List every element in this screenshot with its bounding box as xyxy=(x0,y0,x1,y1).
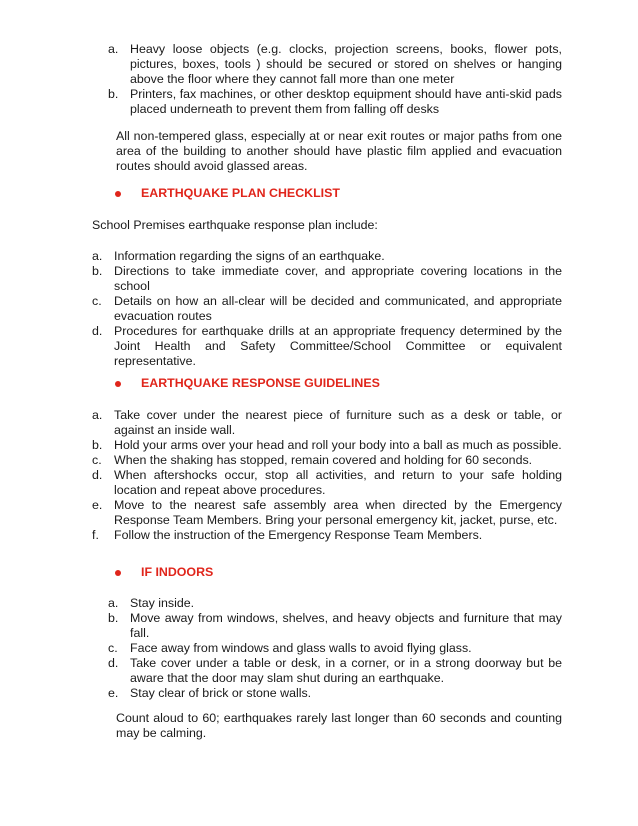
list-marker: e. xyxy=(108,686,119,700)
list-item-text: Stay clear of brick or stone walls. xyxy=(130,686,312,700)
list-item-text: Details on how an all-clear will be decided and communicated, and appropriate evacuation routes xyxy=(114,294,562,323)
list-marker: a. xyxy=(92,408,103,422)
list-item xyxy=(108,611,562,641)
list-marker: b. xyxy=(108,87,119,101)
list-marker: a. xyxy=(108,596,119,610)
bullet-icon xyxy=(115,381,121,387)
indoors-heading xyxy=(112,565,213,580)
list-item-text: Move to the nearest safe assembly area when directed by the Emergency Response Team Members. Bring your personal emergency kit, jacket, purse, etc. xyxy=(114,498,562,527)
list-marker: a. xyxy=(108,42,119,56)
list-item xyxy=(92,294,562,324)
heading-text: EARTHQUAKE PLAN CHECKLIST xyxy=(141,186,340,200)
list-marker: c. xyxy=(92,453,102,467)
list-marker: a. xyxy=(92,249,103,263)
list-item-text: Face away from windows and glass walls to avoid flying glass. xyxy=(130,641,472,655)
list-item-text: Hold your arms over your head and roll your body into a ball as much as possible. xyxy=(114,438,562,452)
list-item xyxy=(92,324,562,369)
list-item-text: When the shaking has stopped, remain covered and holding for 60 seconds. xyxy=(114,453,533,467)
guidelines-list xyxy=(92,408,562,543)
list-marker: c. xyxy=(92,294,102,308)
list-item xyxy=(92,408,562,438)
list-item xyxy=(92,528,562,543)
list-item-text: Directions to take immediate cover, and appropriate covering locations in the school xyxy=(114,264,562,293)
bullet-icon xyxy=(115,191,121,197)
counting-note: Count aloud to 60; earthquakes rarely last longer than 60 seconds and counting may be calming. xyxy=(116,711,562,740)
heading-text: EARTHQUAKE RESPONSE GUIDELINES xyxy=(141,376,380,390)
list-item-text: Information regarding the signs of an earthquake. xyxy=(114,249,385,263)
list-item-text: Move away from windows, shelves, and heavy objects and furniture that may fall. xyxy=(130,611,562,640)
indoors-list xyxy=(108,596,562,701)
list-item xyxy=(108,686,562,701)
list-item xyxy=(108,596,562,611)
list-item xyxy=(92,249,562,264)
list-item xyxy=(92,264,562,294)
bullet-icon xyxy=(115,570,121,576)
list-item-text: Stay inside. xyxy=(130,596,195,610)
checklist-intro: School Premises earthquake response plan include: xyxy=(92,218,378,232)
list-marker: d. xyxy=(92,468,103,482)
list-item-text: Procedures for earthquake drills at an appropriate frequency determined by the Joint Health and Safety Committee/School Committee or equivalent representative. xyxy=(114,324,562,368)
list-item xyxy=(108,641,562,656)
glass-note: All non-tempered glass, especially at or near exit routes or major paths from one area of the building to another should have plastic film applied and evacuation routes should avoid glassed areas. xyxy=(116,129,562,173)
list-item xyxy=(108,656,562,686)
list-item-text: Heavy loose objects (e.g. clocks, projection screens, books, flower pots, pictures, boxes, tools ) should be secured or stored on shelves or hanging above the floor where they cannot fall more than one meter xyxy=(130,42,562,86)
list-item xyxy=(92,498,562,528)
list-item xyxy=(92,468,562,498)
guidelines-heading xyxy=(112,376,380,391)
list-item-text: Take cover under the nearest piece of furniture such as a desk or table, or against an inside wall. xyxy=(114,408,562,437)
list-item xyxy=(92,438,562,453)
list-item xyxy=(108,87,562,117)
list-item-text: Follow the instruction of the Emergency Response Team Members. xyxy=(114,528,483,542)
list-marker: d. xyxy=(92,324,103,338)
list-marker: c. xyxy=(108,641,118,655)
list-marker: b. xyxy=(108,611,119,625)
checklist-list xyxy=(92,249,562,369)
list-item-text: Take cover under a table or desk, in a corner, or in a strong doorway but be aware that the door may slam shut during an earthquake. xyxy=(130,656,562,685)
list-item-text: Printers, fax machines, or other desktop equipment should have anti-skid pads placed underneath to prevent them from falling off desks xyxy=(130,87,562,116)
list-item xyxy=(108,42,562,87)
checklist-heading xyxy=(112,186,340,201)
list-marker: f. xyxy=(92,528,99,542)
heading-text: IF INDOORS xyxy=(141,565,214,579)
list-marker: b. xyxy=(92,438,103,452)
list-marker: b. xyxy=(92,264,103,278)
top-list xyxy=(108,42,562,117)
list-item-text: When aftershocks occur, stop all activities, and return to your safe holding location and repeat above procedures. xyxy=(114,468,562,497)
list-marker: d. xyxy=(108,656,119,670)
list-marker: e. xyxy=(92,498,103,512)
list-item xyxy=(92,453,562,468)
